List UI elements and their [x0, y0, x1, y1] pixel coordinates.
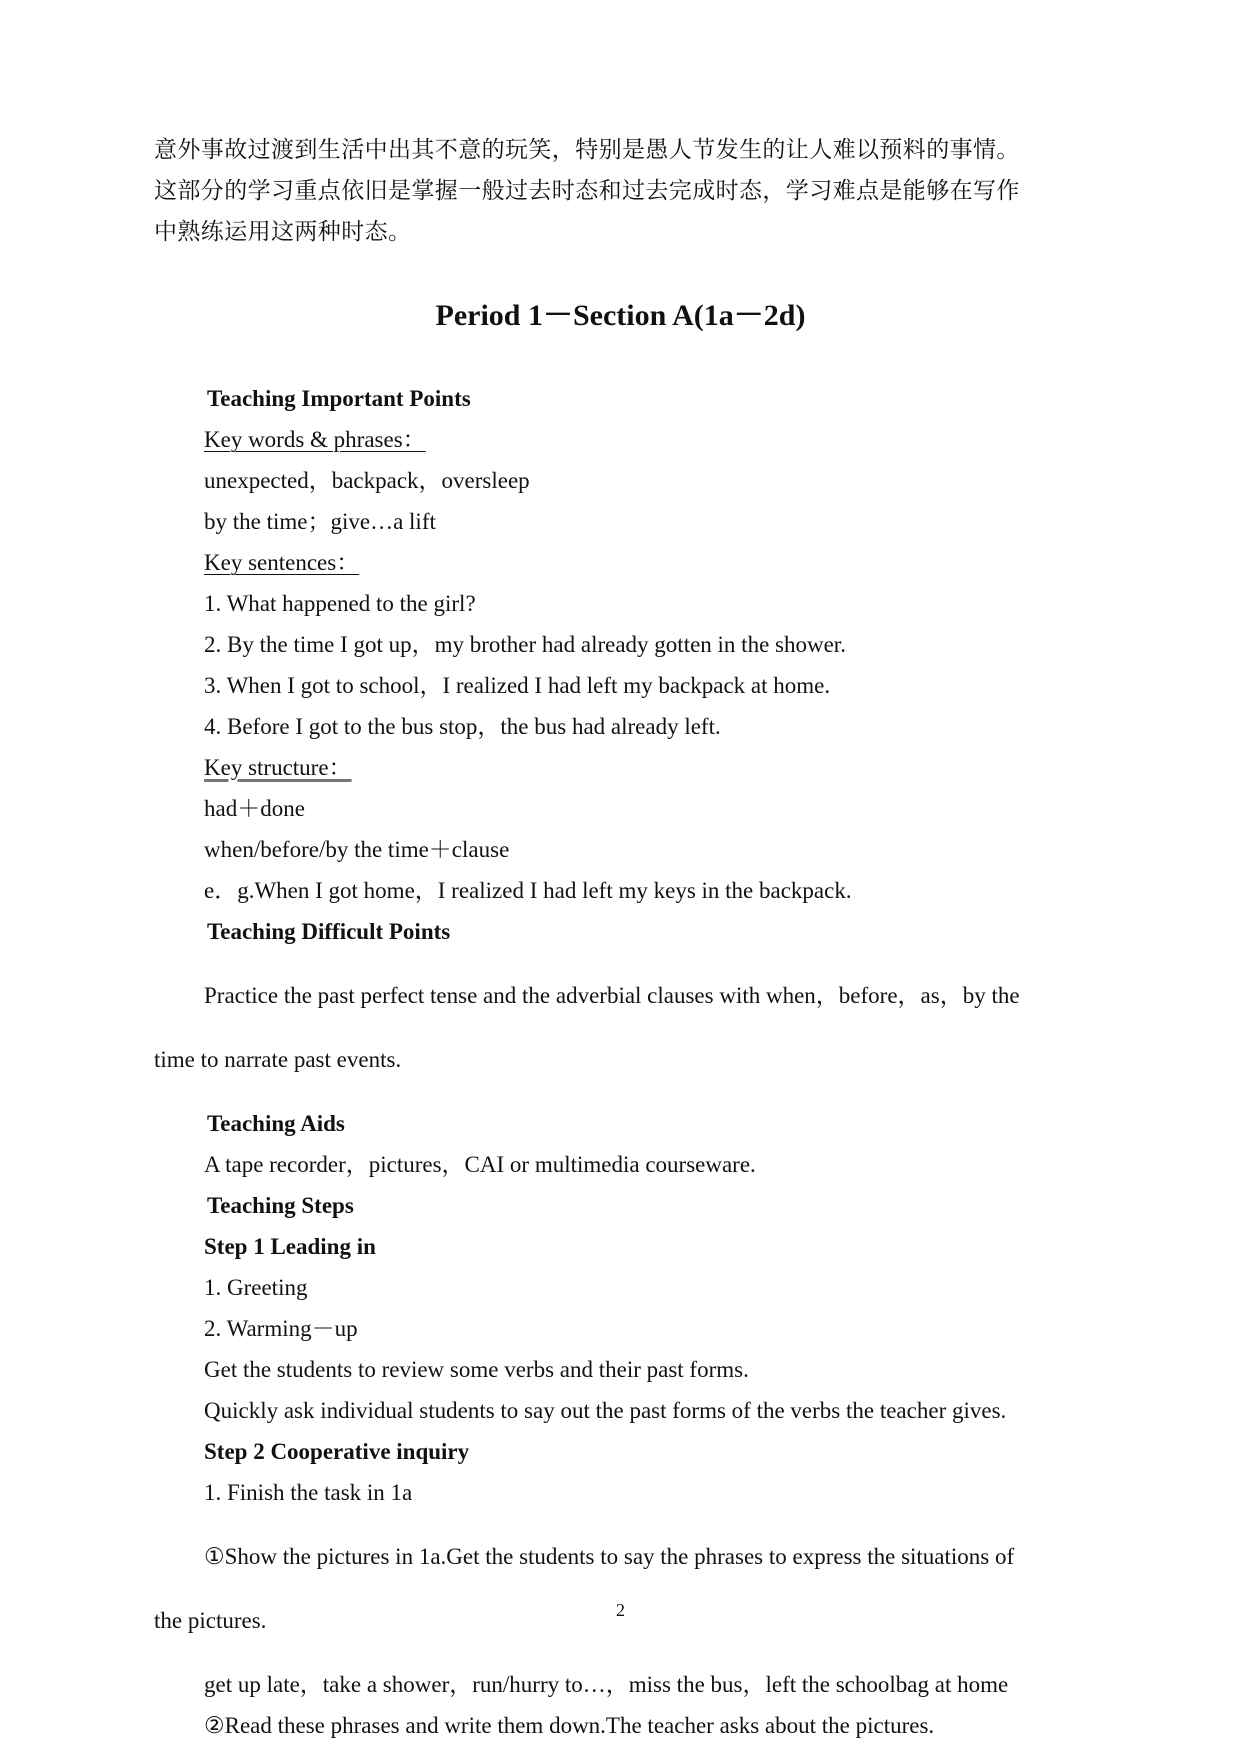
key-sentence: 2. By the time I got up，my brother had already gotten in the shower.: [204, 632, 846, 657]
step-1-line: 2. Warming－up: [204, 1316, 358, 1341]
key-words-label: Key words & phrases：: [204, 427, 426, 452]
heading-important-points: Teaching Important Points: [207, 386, 471, 411]
key-structure-item: when/before/by the time＋clause: [204, 837, 510, 862]
intro-line: 这部分的学习重点依旧是掌握一般过去时态和过去完成时态，学习难点是能够在写作: [154, 178, 1020, 204]
heading-step-2: Step 2 Cooperative inquiry: [204, 1439, 470, 1464]
difficult-points-text: Practice the past perfect tense and the adverbial clauses with when，before，as，by the: [204, 983, 1020, 1008]
heading-step-1: Step 1 Leading in: [204, 1234, 376, 1259]
key-structure-example: e．g.When I got home，I realized I had left my keys in the backpack.: [204, 878, 852, 903]
page-number: 2: [616, 1600, 625, 1620]
key-sentence: 1. What happened to the girl?: [204, 591, 476, 616]
intro-line: 意外事故过渡到生活中出其不意的玩笑，特别是愚人节发生的让人难以预料的事情。: [154, 137, 1020, 163]
step-2-item-1: ①Show the pictures in 1a.Get the students to say the phrases to express the situations of: [204, 1544, 1015, 1569]
lesson-body: [154, 378, 1089, 1746]
difficult-points-text-cont: time to narrate past events.: [154, 1047, 402, 1072]
step-1-line: Get the students to review some verbs and their past forms.: [204, 1357, 749, 1382]
key-words-line: unexpected，backpack，oversleep: [204, 468, 530, 493]
step-2-phrases: get up late，take a shower，run/hurry to…，miss the bus，left the schoolbag at home: [204, 1672, 1009, 1697]
heading-teaching-aids: Teaching Aids: [207, 1111, 345, 1136]
key-words-label-line: [154, 419, 1089, 460]
key-structure-item: had＋done: [204, 796, 305, 821]
teaching-aids-text: A tape recorder，pictures，CAI or multimedia courseware.: [204, 1152, 756, 1177]
step-1-line: Quickly ask individual students to say out the past forms of the verbs the teacher gives.: [204, 1398, 1007, 1423]
key-words-line: by the time；give…a lift: [204, 509, 436, 534]
key-structure-label-line: [154, 747, 1089, 788]
key-sentence: 3. When I got to school，I realized I had left my backpack at home.: [204, 673, 831, 698]
step-2-item-2: ②Read these phrases and write them down.The teacher asks about the pictures.: [204, 1713, 935, 1738]
step-2-task: 1. Finish the task in 1a: [204, 1480, 413, 1505]
key-sentences-label: Key sentences：: [204, 550, 360, 575]
period-title: Period 1－Section A(1a－2d): [435, 299, 806, 332]
intro-line: 中熟练运用这两种时态。: [154, 219, 412, 245]
step-2-item-1-cont: the pictures.: [154, 1608, 267, 1633]
key-structure-label: Key structure：: [204, 755, 352, 780]
intro-paragraph: [154, 130, 1089, 253]
key-sentences-label-line: [154, 542, 1089, 583]
heading-difficult-points: Teaching Difficult Points: [207, 919, 451, 944]
step-1-line: 1. Greeting: [204, 1275, 308, 1300]
heading-teaching-steps: Teaching Steps: [207, 1193, 354, 1218]
key-sentence: 4. Before I got to the bus stop，the bus had already left.: [204, 714, 721, 739]
